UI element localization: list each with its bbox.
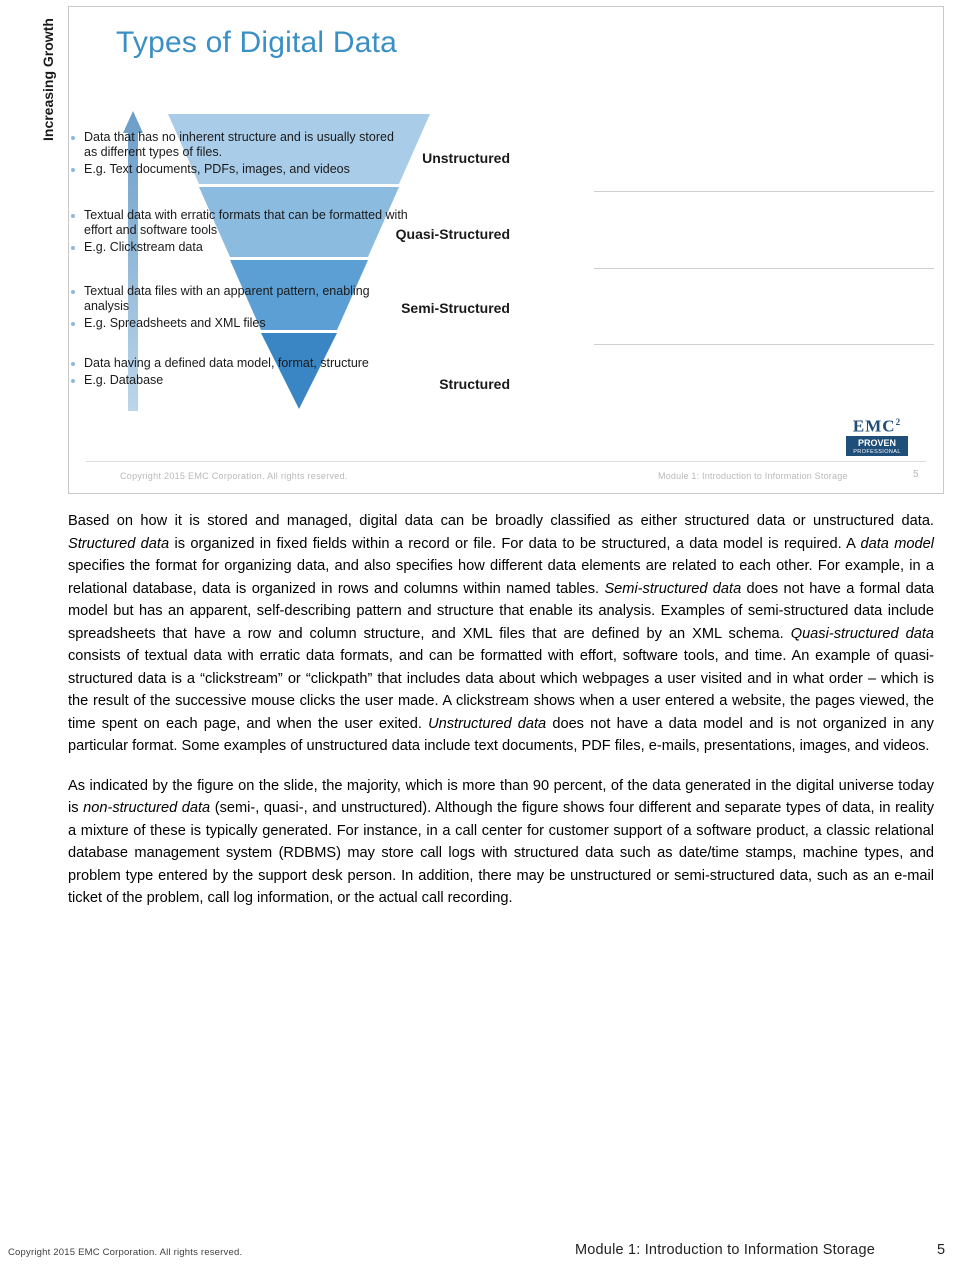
emphasized-term: data model <box>860 535 934 552</box>
slide-copyright: Copyright 2015 EMC Corporation. All rights reserved. <box>120 471 348 481</box>
emphasized-term: Structured data <box>68 535 170 552</box>
text-run: does not have a formal data model but has an apparent, self-describing pattern and structure that enable its analysis. Examples of semi-structured data include spreadsheets that have a row and column structure, and XML files that are defined by an XML schema. <box>68 580 934 642</box>
emphasized-term: non-structured data <box>83 800 211 816</box>
funnel-label-semi-structured: Semi-Structured <box>401 300 510 316</box>
funnel-label-quasi-structured: Quasi-Structured <box>395 226 510 242</box>
bullet-item: E.g. Spreadsheets and XML files <box>68 316 408 331</box>
slide-footer-divider <box>86 461 926 462</box>
text-run: As indicated by the figure on the slide, the majority, which is more than 90 percent, of the data generated in the digital universe today is <box>68 777 934 816</box>
bullet-group-semi-structured <box>68 284 408 333</box>
body-paragraph <box>68 510 934 758</box>
text-run: (semi-, quasi-, and unstructured). Although the figure shows four different and separate types of data, in reality a mixture of these is typically generated. For instance, in a call center for customer support of a software product, a classic relational database management system (RDBMS) may store call logs with structured data such as date/time stamps, machine types, and problem type entered by the support desk person. In addition, there may be unstructured or semi-structured data, such as an e-mail ticket of the problem, call log information, or the actual call recording. <box>68 800 934 906</box>
text-run: is organized in fixed fields within a record or file. For data to be structured, a data model is required. A <box>169 535 861 552</box>
emphasized-term: Unstructured data <box>428 715 547 732</box>
bullet-item: E.g. Clickstream data <box>68 240 408 255</box>
growth-axis-label: Increasing Growth <box>40 18 56 141</box>
text-run: does not have a data model and is not organized in any particular format. Some examples of unstructured data include text documents, PDF files, e-mails, presentations, images, and videos. <box>68 715 934 754</box>
bullet-group-structured <box>68 356 408 390</box>
bullet-group-unstructured <box>68 130 408 179</box>
page-body-text <box>68 510 934 927</box>
bullet-group-quasi-structured <box>68 208 408 257</box>
text-run: Based on how it is stored and managed, digital data can be broadly classified as either structured data or unstructured data. <box>68 513 934 529</box>
slide-title: Types of Digital Data <box>116 26 397 59</box>
divider <box>594 191 934 192</box>
bullet-item: Textual data files with an apparent pattern, enabling analysis <box>68 284 408 314</box>
text-run: specifies the format for organizing data, and also specifies how different data elements are related to each other. For example, in a relational database, data is organized in rows and columns within named tables. <box>68 558 934 597</box>
bullet-item: Textual data with erratic formats that can be formatted with effort and software tools <box>68 208 408 238</box>
bullet-item: Data that has no inherent structure and is usually stored as different types of files. <box>68 130 408 160</box>
bullet-item: E.g. Text documents, PDFs, images, and videos <box>68 162 408 177</box>
page-footer-page-number: 5 <box>937 1242 946 1258</box>
emphasized-term: Semi-structured data <box>604 580 742 597</box>
divider <box>594 268 934 269</box>
emphasized-term: Quasi-structured data <box>790 625 934 642</box>
bullet-item: Data having a defined data model, format, structure <box>68 356 408 371</box>
funnel-label-structured: Structured <box>439 376 510 392</box>
emc-superscript: 2 <box>895 417 902 427</box>
proven-text: PROVEN <box>857 437 896 448</box>
emc-brand-text: EMC <box>852 416 896 436</box>
slide-page-number: 5 <box>913 469 919 480</box>
slide-container <box>40 6 946 496</box>
funnel-label-unstructured: Unstructured <box>422 150 510 166</box>
bullet-item: E.g. Database <box>68 373 408 388</box>
divider <box>594 344 934 345</box>
emc-proven-professional-logo <box>846 414 908 456</box>
slide-module-title: Module 1: Introduction to Information Storage <box>658 471 848 481</box>
body-paragraph <box>68 775 934 910</box>
page-footer-module-title: Module 1: Introduction to Information Storage <box>575 1242 875 1258</box>
page-footer-copyright: Copyright 2015 EMC Corporation. All rights reserved. <box>8 1247 243 1258</box>
professional-text: PROFESSIONAL <box>853 448 901 455</box>
emc-wordmark <box>846 414 908 435</box>
proven-band <box>846 436 908 456</box>
text-run: consists of textual data with erratic data formats, and can be formatted with effort, software tools, and time. An example of quasi-structured data is a “clickstream” or “clickpath” that includes data about which webpages a user visited and in what order – which is the result of the successive mouse clicks the user made. A clickstream shows when a user entered a website, the pages viewed, the time spent on each page, and when the user exited. <box>68 648 934 732</box>
